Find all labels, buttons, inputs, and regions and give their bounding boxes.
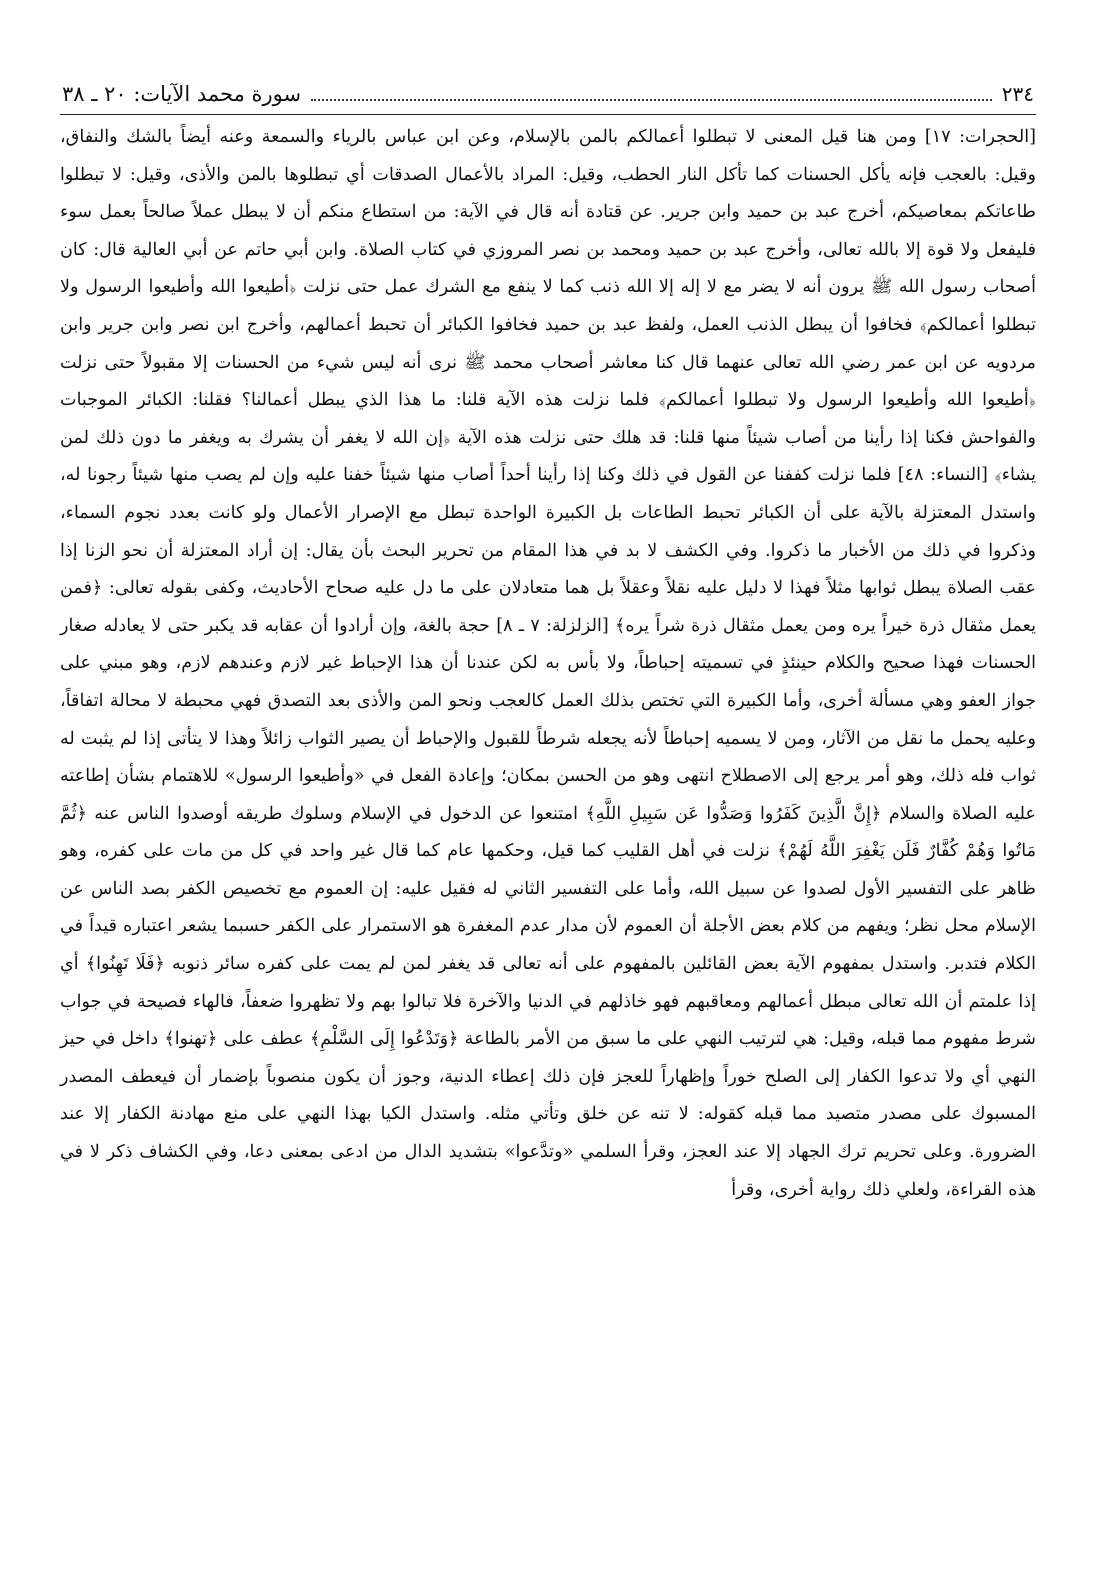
- book-page: [60, 74, 1036, 1547]
- body-paragraph: [الحجرات: ١٧] ومن هنا قيل المعنى لا تبطلوا أعمالكم بالمن بالإسلام، وعن ابن عباس بالرياء والسمعة وعنه أيضاً بالشك والنفاق، وقيل: بالعجب فإنه يأكل الحسنات كما تأكل النار الحطب، وقيل: المراد بالأعمال الصدقات أي تبطلوها بالمن والأذى، وقيل: لا تبطلوا طاعاتكم بمعاصيكم، أخرج عبد بن حميد وابن جرير. عن قتادة أنه قال في الآية: من استطاع منكم أن لا يبطل عملاً صالحاً بعمل سوء فليفعل ولا قوة إلا بالله تعالى، وأخرج عبد بن حميد ومحمد بن نصر المروزي في كتاب الصلاة. وابن أبي حاتم عن أبي العالية قال: كان أصحاب رسول الله ﷺ يرون أنه لا يضر مع لا إله إلا الله ذنب كما لا ينفع مع الشرك عمل حتى نزلت ﴿أطيعوا الله وأطيعوا الرسول ولا تبطلوا أعمالكم﴾ فخافوا أن يبطل الذنب العمل، ولفظ عبد بن حميد فخافوا الكبائر أن تحبط أعمالهم، وأخرج ابن نصر وابن جرير وابن مردويه عن ابن عمر رضي الله تعالى عنهما قال كنا معاشر أصحاب محمد ﷺ نرى أنه ليس شيء من الحسنات إلا مقبولاً حتى نزلت ﴿أطيعوا الله وأطيعوا الرسول ولا تبطلوا أعمالكم﴾ فلما نزلت هذه الآية قلنا: ما هذا الذي يبطل أعمالنا؟ فقلنا: الكبائر الموجبات والفواحش فكنا إذا رأينا من أصاب شيئاً منها قلنا: قد هلك حتى نزلت هذه الآية ﴿إن الله لا يغفر أن يشرك به ويغفر ما دون ذلك لمن يشاء﴾ [النساء: ٤٨] فلما نزلت كففنا عن القول في ذلك وكنا إذا رأينا أحداً أصاب منها شيئاً خفنا عليه وإن لم يصب منها شيئاً رجونا له، واستدل المعتزلة بالآية على أن الكبائر تحبط الطاعات بل الكبيرة الواحدة تبطل مع الإصرار الأعمال ولو كانت بعدد نجوم السماء، وذكروا في ذلك من الأخبار ما ذكروا. وفي الكشف لا بد في هذا المقام من تحرير البحث بأن يقال: إن أراد المعتزلة أن نحو الزنا إذا عقب الصلاة يبطل ثوابها مثلاً فهذا لا دليل عليه نقلاً وعقلاً بل هما متعادلان على ما دل عليه صحاح الأحاديث، وكفى بقوله تعالى: ﴿فمن يعمل مثقال ذرة خيراً يره ومن يعمل مثقال ذرة شراً يره﴾ [الزلزلة: ٧ ـ ٨] حجة بالغة، وإن أرادوا أن عقابه قد يكبر حتى لا يعادله صغار الحسنات فهذا صحيح والكلام حينئذٍ في تسميته إحباطاً، ولا بأس به لكن عندنا أن هذا الإحباط غير لازم وعندهم لازم، وهو مبني على جواز العفو وهي مسألة أخرى، وأما الكبيرة التي تختص بذلك العمل كالعجب ونحو المن والأذى بعد التصدق فهي محبطة لا محالة اتفاقاً، وعليه يحمل ما نقل من الآثار، ومن لا يسميه إحباطاً لأنه يجعله شرطاً للقبول والإحباط أن يصير الثواب زائلاً وهذا لا يتأتى إذا لم يثبت له ثواب فله ذلك، وهو أمر يرجع إلى الاصطلاح انتهى وهو من الحسن بمكان؛ وإعادة الفعل في «وأطيعوا الرسول» للاهتمام بشأن إطاعته عليه الصلاة والسلام ﴿إِنَّ الَّذِينَ كَفَرُوا وَصَدُّوا عَن سَبِيلِ اللَّهِ﴾ امتنعوا عن الدخول في الإسلام وسلوك طريقه أوصدوا الناس عنه ﴿ثُمَّ مَاتُوا وَهُمْ كُفَّارٌ فَلَن يَغْفِرَ اللَّهُ لَهُمْ﴾ نزلت في أهل القليب كما قيل، وحكمها عام كما قال غير واحد في كل من مات على كفره، وهو ظاهر على التفسير الأول لصدوا عن سبيل الله، وأما على التفسير الثاني له فقيل عليه: إن العموم مع تخصيص الكفر بصد الناس عن الإسلام محل نظر؛ ويفهم من كلام بعض الأجلة أن العموم لأن مدار عدم المغفرة هو الاستمرار على الكفر حسبما يشعر اعتباره قيداً في الكلام فتدبر. واستدل بمفهوم الآية بعض القائلين بالمفهوم على أنه تعالى قد يغفر لمن لم يمت على كفره سائر ذنوبه ﴿فَلَا تَهِنُوا﴾ أي إذا علمتم أن الله تعالى مبطل أعمالهم ومعاقبهم فهو خاذلهم في الدنيا والآخرة فلا تبالوا بهم ولا تظهروا ضعفاً، فالهاء فصيحة في جواب شرط مفهوم مما قبله، وقيل: هي لترتيب النهي على ما سبق من الأمر بالطاعة ﴿وَتَدْعُوا إِلَى السَّلْمِ﴾ عطف على ﴿تهنوا﴾ داخل في حيز النهي أي ولا تدعوا الكفار إلى الصلح خوراً وإظهاراً للعجز فإن ذلك إعطاء الدنية، وجوز أن يكون منصوباً بإضمار أن فيعطف المصدر المسبوك على مصدر متصيد مما قبله كقوله: لا تنه عن خلق وتأتي مثله. واستدل الكيا بهذا النهي على منع مهادنة الكفار إلا عند الضرورة. وعلى تحريم ترك الجهاد إلا عند العجز، وقرأ السلمي «وتدَّعوا» بتشديد الدال من ادعى بمعنى دعا، وفي الكشاف ذكر لا في هذه القراءة، ولعلي ذلك رواية أخرى، وقرأ: [60, 127, 1036, 1200]
- running-head: [60, 74, 1036, 115]
- header-title: سورة محمد الآيات: ٢٠ ـ ٣٨: [62, 82, 302, 106]
- dotted-leader: [311, 77, 992, 101]
- body-text: [60, 119, 1036, 1209]
- page-number: ٢٣٤: [1001, 82, 1034, 106]
